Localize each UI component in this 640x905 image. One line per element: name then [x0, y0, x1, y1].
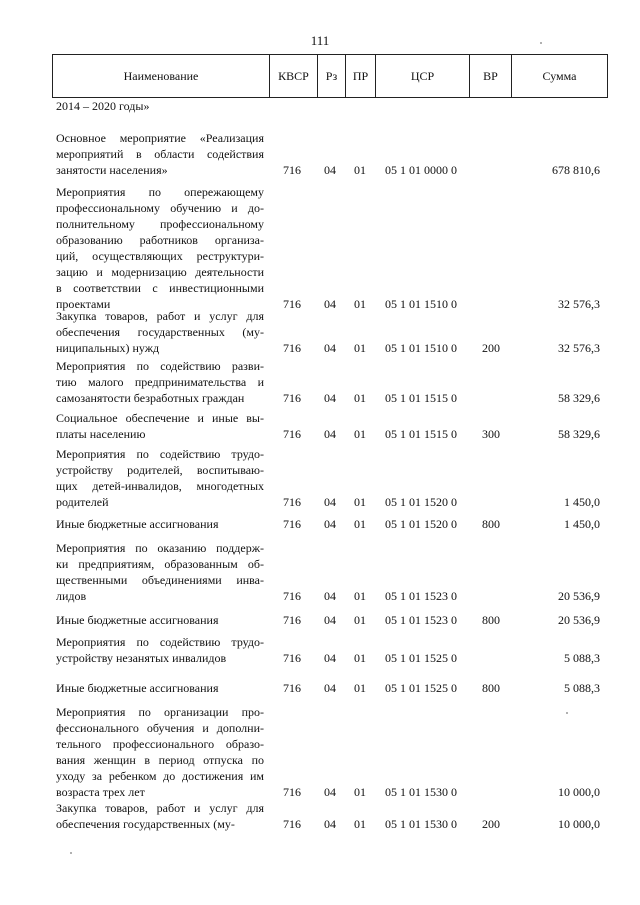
row-kvsr: 716 — [283, 297, 301, 311]
row-name — [56, 634, 264, 666]
table-header — [52, 54, 608, 98]
row-name — [56, 800, 264, 832]
row-name-line: Мероприятия по опережающему — [56, 185, 264, 199]
row-name-line: полнительному профессиональному — [56, 217, 264, 231]
row-pr: 01 — [354, 681, 366, 695]
row-kvsr: 716 — [283, 517, 301, 531]
row-csr: 05 1 01 1530 0 — [385, 785, 457, 799]
row-sum: 20 536,9 — [558, 589, 600, 603]
header-pr: ПР — [345, 55, 375, 97]
row-rz: 04 — [324, 427, 336, 441]
row-pr: 01 — [354, 589, 366, 603]
row-sum: 58 329,6 — [558, 391, 600, 405]
row-kvsr: 716 — [283, 341, 301, 355]
row-vr: 800 — [482, 517, 500, 531]
row-vr: 300 — [482, 427, 500, 441]
row-sum: 32 576,3 — [558, 341, 600, 355]
row-name-line: тию малого предпринимательства и — [56, 375, 264, 389]
page-number: 111 — [310, 33, 330, 48]
row-pr: 01 — [354, 651, 366, 665]
row-csr: 05 1 01 1520 0 — [385, 495, 457, 509]
row-name-line: проектами — [56, 297, 111, 311]
row-vr: 800 — [482, 613, 500, 627]
row-sum: 5 088,3 — [564, 681, 600, 695]
row-sum: 1 450,0 — [564, 495, 600, 509]
row-csr: 05 1 01 1523 0 — [385, 589, 457, 603]
row-name-line: Мероприятия по содействию разви- — [56, 359, 264, 373]
row-name-line: родителей — [56, 495, 109, 509]
row-name-line: Мероприятия по содействию трудо- — [56, 447, 264, 461]
row-name — [56, 184, 264, 312]
row-name-line: образованию работников организа- — [56, 233, 264, 247]
header-vr: ВР — [469, 55, 511, 97]
scan-speck — [566, 712, 568, 714]
row-name-line: ций, осуществляющих реструктури- — [56, 249, 264, 263]
row-name — [56, 540, 264, 604]
row-name-line: самозанятости безработных граждан — [56, 391, 245, 405]
row-pr: 01 — [354, 817, 366, 831]
header-csr: ЦСР — [375, 55, 469, 97]
header-name: Наименование — [123, 69, 199, 83]
row-name-line: Закупка товаров, работ и услуг для — [56, 801, 264, 815]
row-pr: 01 — [354, 163, 366, 177]
row-csr: 05 1 01 1523 0 — [385, 613, 457, 627]
row-name — [56, 612, 264, 628]
row-name-line: уходу за ребенком до достижения им — [56, 769, 264, 783]
row-kvsr: 716 — [283, 495, 301, 509]
row-name-line: тельного профессионального образо- — [56, 737, 264, 751]
row-kvsr: 716 — [283, 613, 301, 627]
row-pr: 01 — [354, 391, 366, 405]
row-csr: 05 1 01 1515 0 — [385, 427, 457, 441]
row-name-line: мероприятий в области содействия — [56, 147, 264, 161]
row-name-line: обеспечения государственных (му- — [56, 325, 264, 339]
row-name-line: щих детей-инвалидов, многодетных — [56, 479, 264, 493]
row-name-line: зацию и модернизацию деятельности — [56, 265, 264, 279]
row-rz: 04 — [324, 163, 336, 177]
row-name-line: занятости населения» — [56, 163, 168, 177]
row-sum: 678 810,6 — [552, 163, 600, 177]
row-rz: 04 — [324, 517, 336, 531]
row-name — [56, 358, 264, 406]
row-kvsr: 716 — [283, 589, 301, 603]
row-name-line: обеспечения государственных (му- — [56, 817, 235, 831]
row-name — [56, 516, 264, 532]
row-kvsr: 716 — [283, 391, 301, 405]
row-name — [56, 410, 264, 442]
row-csr: 05 1 01 0000 0 — [385, 163, 457, 177]
row-name-line: Закупка товаров, работ и услуг для — [56, 309, 264, 323]
row-pr: 01 — [354, 341, 366, 355]
row-name-line: ки предприятиям, образованным об- — [56, 557, 264, 571]
row-name-line: профессиональному обучению и до- — [56, 201, 264, 215]
row-rz: 04 — [324, 341, 336, 355]
row-name — [56, 130, 264, 178]
row-sum: 10 000,0 — [558, 785, 600, 799]
row-kvsr: 716 — [283, 785, 301, 799]
row-vr: 800 — [482, 681, 500, 695]
row-rz: 04 — [324, 391, 336, 405]
row-name-line: Иные бюджетные ассигнования — [56, 517, 219, 531]
row-name-line: Мероприятия по оказанию поддерж- — [56, 541, 264, 555]
header-kvsr: КВСР — [269, 55, 317, 97]
row-csr: 05 1 01 1525 0 — [385, 651, 457, 665]
row-vr: 200 — [482, 817, 500, 831]
row-kvsr: 716 — [283, 163, 301, 177]
row-rz: 04 — [324, 651, 336, 665]
scan-speck — [70, 852, 72, 854]
row-kvsr: 716 — [283, 681, 301, 695]
row-pr: 01 — [354, 613, 366, 627]
row-kvsr: 716 — [283, 427, 301, 441]
row-name-line: щественными объединениями инва- — [56, 573, 264, 587]
row-sum: 58 329,6 — [558, 427, 600, 441]
row-sum: 10 000,0 — [558, 817, 600, 831]
row-csr: 05 1 01 1520 0 — [385, 517, 457, 531]
row-vr: 200 — [482, 341, 500, 355]
row-name — [56, 446, 264, 510]
row-name-line: устройству незанятых инвалидов — [56, 651, 227, 665]
row-rz: 04 — [324, 589, 336, 603]
row-sum: 1 450,0 — [564, 517, 600, 531]
row-name-line: Социальное обеспечение и иные вы- — [56, 411, 264, 425]
row-rz: 04 — [324, 613, 336, 627]
row-name-line: Мероприятия по организации про- — [56, 705, 264, 719]
row-name-line: в соответствии с инвестиционными — [56, 281, 264, 295]
row-csr: 05 1 01 1525 0 — [385, 681, 457, 695]
row-rz: 04 — [324, 817, 336, 831]
row-kvsr: 716 — [283, 817, 301, 831]
row-name-line: Иные бюджетные ассигнования — [56, 613, 219, 627]
row-name — [56, 680, 264, 696]
row-name-line: Мероприятия по содействию трудо- — [56, 635, 264, 649]
row-name-line: возраста трех лет — [56, 785, 145, 799]
row-pr: 01 — [354, 517, 366, 531]
row-name-line: вания женщин в период отпуска по — [56, 753, 264, 767]
row-name — [56, 308, 264, 356]
row-csr: 05 1 01 1510 0 — [385, 297, 457, 311]
row-csr: 05 1 01 1515 0 — [385, 391, 457, 405]
header-rz: Рз — [317, 55, 345, 97]
row-name-line: платы населению — [56, 427, 146, 441]
row-csr: 05 1 01 1510 0 — [385, 341, 457, 355]
row-csr: 05 1 01 1530 0 — [385, 817, 457, 831]
row-rz: 04 — [324, 785, 336, 799]
row-pr: 01 — [354, 495, 366, 509]
header-sum: Сумма — [511, 55, 607, 97]
row-rz: 04 — [324, 495, 336, 509]
continuation-text: 2014 – 2020 годы» — [56, 99, 150, 113]
row-rz: 04 — [324, 681, 336, 695]
row-name-line: ниципальных) нужд — [56, 341, 160, 355]
row-kvsr: 716 — [283, 651, 301, 665]
row-pr: 01 — [354, 297, 366, 311]
row-name-line: устройству родителей, воспитываю- — [56, 463, 264, 477]
row-sum: 32 576,3 — [558, 297, 600, 311]
row-sum: 20 536,9 — [558, 613, 600, 627]
row-name-line: Иные бюджетные ассигнования — [56, 681, 219, 695]
row-name — [56, 704, 264, 800]
row-name-line: Основное мероприятие «Реализация — [56, 131, 264, 145]
row-rz: 04 — [324, 297, 336, 311]
row-name-line: фессионального обучения и дополни- — [56, 721, 264, 735]
row-pr: 01 — [354, 427, 366, 441]
row-pr: 01 — [354, 785, 366, 799]
row-name-line: лидов — [56, 589, 87, 603]
scan-speck — [540, 42, 542, 44]
row-sum: 5 088,3 — [564, 651, 600, 665]
